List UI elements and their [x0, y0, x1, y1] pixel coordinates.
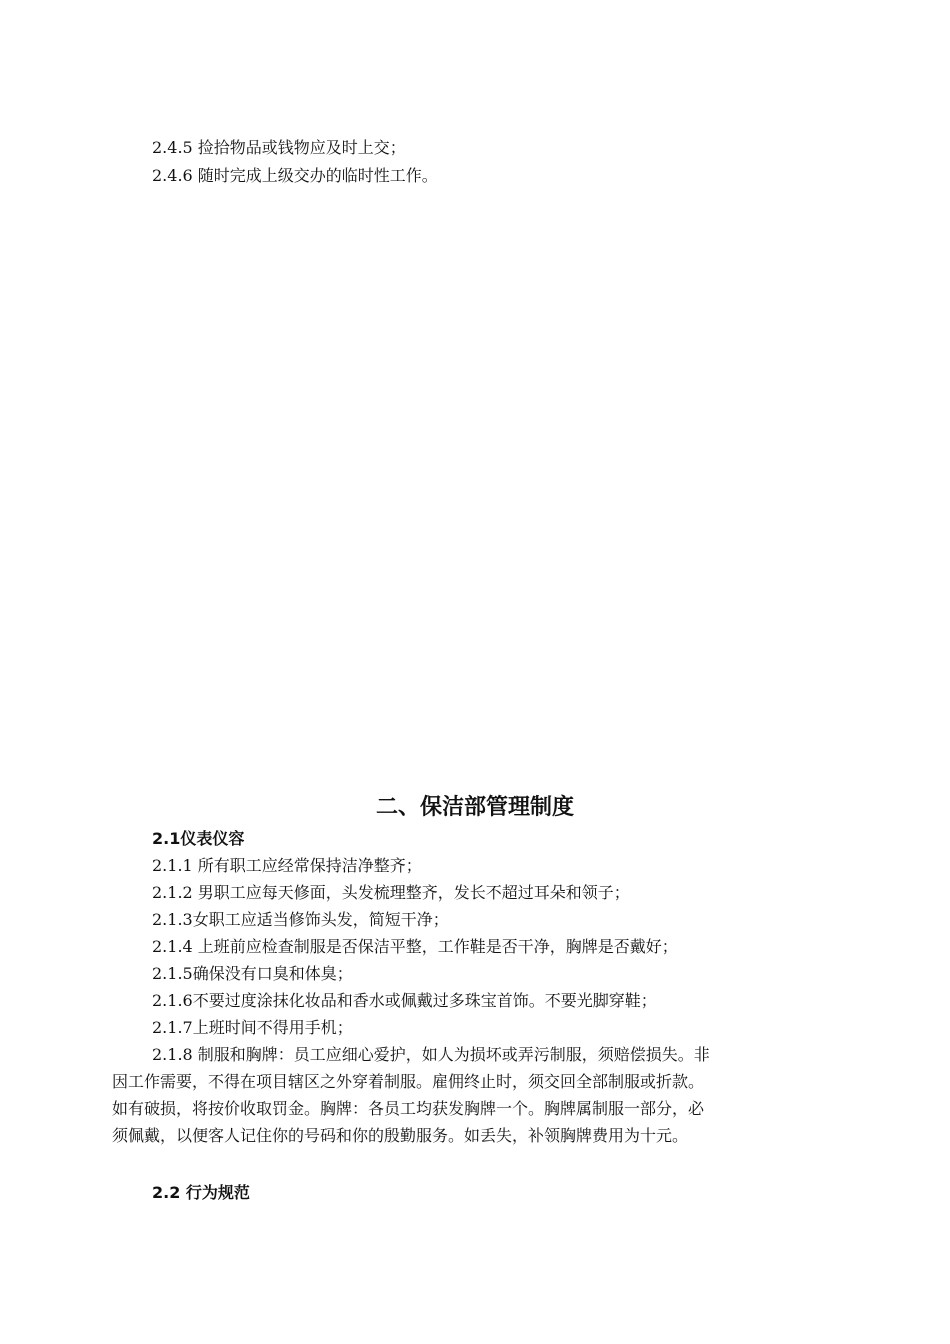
list-item: 2.4.6 随时完成上级交办的临时性工作。	[152, 166, 438, 185]
paragraph-line: 因工作需要，不得在项目辖区之外穿着制服。雇佣终止时，须交回全部制服或折款。	[112, 1072, 705, 1091]
list-item: 2.4.5 捡拾物品或钱物应及时上交；	[152, 138, 406, 157]
subsection-heading: 2.2 行为规范	[152, 1183, 250, 1202]
paragraph-line: 2.1.8 制服和胸牌：员工应细心爱护，如人为损坏或弄污制服，须赔偿损失。非	[152, 1045, 710, 1064]
list-item: 2.1.6不要过度涂抹化妆品和香水或佩戴过多珠宝首饰。不要光脚穿鞋；	[152, 991, 657, 1010]
list-item: 2.1.5确保没有口臭和体臭；	[152, 964, 353, 983]
paragraph-line: 如有破损，将按价收取罚金。胸牌：各员工均获发胸牌一个。胸牌属制服一部分，必	[112, 1099, 705, 1118]
subsection-heading: 2.1仪表仪容	[152, 829, 245, 848]
section-title: 二、保洁部管理制度	[375, 795, 574, 820]
list-item: 2.1.7上班时间不得用手机；	[152, 1018, 353, 1037]
list-item: 2.1.1 所有职工应经常保持洁净整齐；	[152, 856, 422, 875]
list-item: 2.1.4 上班前应检查制服是否保洁平整，工作鞋是否干净，胸牌是否戴好；	[152, 937, 678, 956]
paragraph-line: 须佩戴，以便客人记住你的号码和你的殷勤服务。如丢失，补领胸牌费用为十元。	[112, 1126, 689, 1145]
list-item: 2.1.2 男职工应每天修面，头发梳理整齐，发长不超过耳朵和领子；	[152, 883, 630, 902]
list-item: 2.1.3女职工应适当修饰头发，简短干净；	[152, 910, 449, 929]
